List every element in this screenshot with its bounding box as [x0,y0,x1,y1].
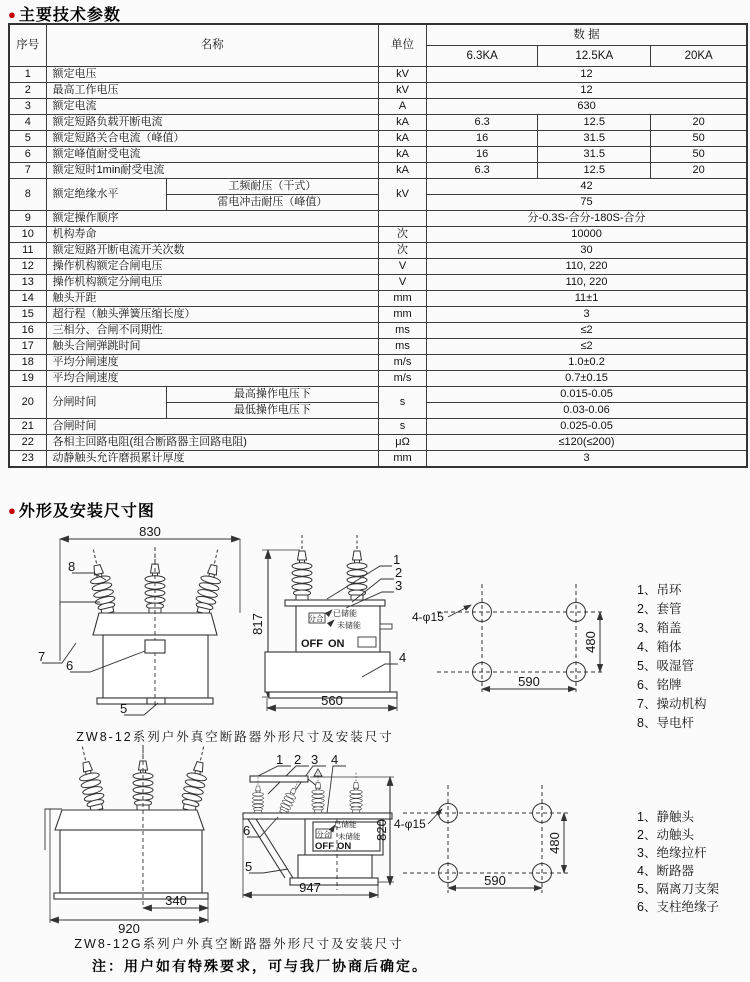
legend-item: 3、箱盖 [637,621,682,635]
table-row [9,99,747,115]
panel-buttons-label: 分合 [316,831,331,839]
callout-2: 2 [395,565,403,580]
param-value: 16 [427,147,538,163]
param-name: 额定绝缘水平 [46,179,166,211]
table-row [9,211,747,227]
param-unit: μΩ [378,435,426,451]
param-value: 50 [651,131,747,147]
param-no: 6 [9,147,46,163]
param-unit: kV [378,67,426,83]
caption-zw8-12: ZW8-12系列户外真空断路器外形尺寸及安装尺寸 [76,730,394,744]
dim-340-label: 340 [165,893,187,908]
section-title-text: 外形及安装尺寸图 [18,503,155,520]
uncharged-label: 未储能 [338,832,361,841]
param-value: 0.7±0.15 [427,371,747,387]
callout-1: 1 [276,752,284,767]
param-name: 机构寿命 [46,227,378,243]
on-label: ON [328,638,345,650]
param-value: 3 [427,307,747,323]
param-value: 75 [427,195,747,211]
legend-item: 1、吊环 [637,583,682,597]
param-value: 0.025-0.05 [427,419,747,435]
param-unit: 次 [378,227,426,243]
param-name: 额定峰值耐受电流 [46,147,378,163]
table-row [9,163,747,179]
param-value: 0.015-0.05 [427,387,747,403]
param-name: 三相分、合闸不同期性 [46,323,378,339]
param-value: 0.03-0.06 [427,403,747,419]
param-unit: m/s [378,371,426,387]
param-no: 13 [9,275,46,291]
param-unit: kA [378,147,426,163]
param-name: 平均分闸速度 [46,355,378,371]
param-value: 42 [427,179,747,195]
dim-560-label: 560 [321,693,343,708]
param-unit: kV [378,83,426,99]
table-row [9,451,747,468]
callout-7: 7 [38,649,46,664]
legend-item: 7、操动机构 [637,697,707,711]
param-value: 12 [427,83,747,99]
param-no: 10 [9,227,46,243]
legend-zw8-12 [637,583,707,730]
section-title-dimensions [8,498,155,521]
table-row [9,339,747,355]
footnote: 注：用户如有特殊要求，可与我厂协商后确定。 [92,958,428,974]
param-name: 合闸时间 [46,419,378,435]
param-no: 1 [9,67,46,83]
col-no: 序号 [9,24,46,67]
table-row [9,115,747,131]
param-name: 额定操作顺序 [46,211,378,227]
param-no: 5 [9,131,46,147]
hole-size-label: 4-φ15 [394,817,426,831]
param-no: 2 [9,83,46,99]
dim-590-label: 590 [518,674,540,689]
table-row [9,291,747,307]
param-name: 动静触头允许磨损累计厚度 [46,451,378,468]
param-value: 12.5 [538,163,651,179]
param-name: 超行程（触头弹簧压缩长度） [46,307,378,323]
legend-item: 3、绝缘拉杆 [637,846,707,860]
callout-3: 3 [395,578,403,593]
table-row [9,131,747,147]
param-unit: ms [378,339,426,355]
legend-zw8-12g [637,809,719,914]
param-value: 6.3 [427,115,538,131]
callout-3: 3 [311,752,319,767]
param-value: 10000 [427,227,747,243]
drawing-zw8-12g [0,745,750,945]
table-row [9,323,747,339]
param-no: 19 [9,371,46,387]
param-name: 额定电流 [46,99,378,115]
param-value: 12.5 [538,115,651,131]
param-value: ≤2 [427,323,747,339]
legend-item: 5、隔离刀支架 [637,882,719,896]
param-name: 各相主回路电阻(组合断路器主回路电阻) [46,435,378,451]
param-value: ≤120(≤200) [427,435,747,451]
param-subname: 工频耐压（干式） [166,179,378,195]
param-unit: s [378,387,426,419]
param-name: 分闸时间 [46,387,166,419]
param-value: 1.0±0.2 [427,355,747,371]
legend-item: 8、导电杆 [637,716,694,730]
param-no: 3 [9,99,46,115]
param-name: 触头开距 [46,291,378,307]
dim-480-label: 480 [547,832,562,854]
param-no: 8 [9,179,46,211]
col-6-3ka: 6.3KA [427,46,538,67]
off-label: OFF [315,841,334,852]
param-value: 3 [427,451,747,468]
legend-item: 4、断路器 [637,864,694,878]
param-name: 额定电压 [46,67,378,83]
bullet-icon: ● [8,503,17,518]
callout-8: 8 [68,559,76,574]
callout-4: 4 [331,752,339,767]
dim-817-label: 817 [250,613,265,635]
parameters-table [8,23,748,468]
param-name: 平均合闸速度 [46,371,378,387]
param-unit: kA [378,163,426,179]
param-no: 7 [9,163,46,179]
callout-6: 6 [243,823,251,838]
dim-590-label: 590 [484,873,506,888]
table-row [9,275,747,291]
section-title-text: 主要技术参数 [18,7,121,24]
param-unit: m/s [378,355,426,371]
param-no: 17 [9,339,46,355]
param-unit: mm [378,291,426,307]
table-row [9,307,747,323]
dim-480-label: 480 [583,631,598,653]
legend-item: 2、动触头 [637,828,694,842]
table-row [9,259,747,275]
param-unit: kA [378,115,426,131]
callout-5: 5 [245,859,253,874]
charged-label: 已储能 [334,820,357,829]
param-no: 18 [9,355,46,371]
param-no: 21 [9,419,46,435]
callout-2: 2 [294,752,302,767]
table-row [9,83,747,99]
param-subname: 雷电冲击耐压（峰值） [166,195,378,211]
callout-6: 6 [66,658,74,673]
param-no: 9 [9,211,46,227]
section-title-parameters [8,2,121,25]
panel-buttons-label: 分合 [308,614,324,623]
param-subname: 最高操作电压下 [166,387,378,403]
col-unit: 单位 [378,24,426,67]
dim-947-label: 947 [299,880,321,895]
callout-4: 4 [399,650,407,665]
param-value: 110, 220 [427,275,747,291]
front-view-zw8-12g [45,745,213,923]
param-unit: mm [378,307,426,323]
param-no: 4 [9,115,46,131]
param-name: 触头合闸弹跳时间 [46,339,378,355]
param-value: 20 [651,115,747,131]
param-value: 30 [427,243,747,259]
off-label: OFF [301,638,323,650]
dim-820-label: 820 [374,819,389,841]
param-unit: V [378,275,426,291]
param-name: 操作机构额定合闸电压 [46,259,378,275]
param-unit [378,211,426,227]
legend-item: 1、静触头 [637,810,694,824]
param-value: 50 [651,147,747,163]
param-no: 20 [9,387,46,419]
param-value: 11±1 [427,291,747,307]
param-unit: ms [378,323,426,339]
param-value: 6.3 [427,163,538,179]
param-name: 最高工作电压 [46,83,378,99]
callout-5: 5 [120,701,128,716]
table-row [9,179,747,195]
param-value: 16 [427,131,538,147]
param-subname: 最低操作电压下 [166,403,378,419]
table-row [9,67,747,83]
on-label: ON [337,841,352,852]
param-value: 630 [427,99,747,115]
table-row [9,227,747,243]
table-row [9,387,747,403]
table-row [9,435,747,451]
param-unit: kA [378,131,426,147]
param-no: 22 [9,435,46,451]
param-no: 16 [9,323,46,339]
legend-item: 5、吸湿管 [637,659,694,673]
caption-zw8-12g: ZW8-12G系列户外真空断路器外形尺寸及安装尺寸 [74,937,404,951]
param-unit: mm [378,451,426,468]
param-value: ≤2 [427,339,747,355]
col-name: 名称 [46,24,378,67]
col-data: 数 据 [427,24,747,46]
param-value: 31.5 [538,147,651,163]
uncharged-label: 未储能 [337,621,361,630]
param-name: 额定短时1min耐受电流 [46,163,378,179]
callout-1: 1 [393,552,401,567]
bullet-icon: ● [8,7,17,22]
param-unit: V [378,259,426,275]
legend-item: 6、铭牌 [637,678,682,692]
table-row [9,147,747,163]
param-no: 11 [9,243,46,259]
col-12-5ka: 12.5KA [538,46,651,67]
charged-label: 已储能 [333,609,357,618]
legend-item: 6、支柱绝缘子 [637,900,719,914]
param-value: 20 [651,163,747,179]
param-no: 15 [9,307,46,323]
param-value: 分-0.3S-合分-180S-合分 [427,211,747,227]
param-no: 12 [9,259,46,275]
legend-item: 2、套管 [637,602,682,616]
dim-920-label: 920 [118,921,140,936]
param-value: 110, 220 [427,259,747,275]
param-name: 额定短路关合电流（峰值） [46,131,378,147]
param-unit: kV [378,179,426,211]
param-name: 操作机构额定分闸电压 [46,275,378,291]
param-value: 12 [427,67,747,83]
col-20ka: 20KA [651,46,747,67]
table-row [9,371,747,387]
param-unit: A [378,99,426,115]
table-row [9,419,747,435]
param-name: 额定短路负载开断电流 [46,115,378,131]
hole-size-label: 4-φ15 [412,610,444,624]
param-name: 额定短路开断电流开关次数 [46,243,378,259]
param-no: 23 [9,451,46,468]
param-no: 14 [9,291,46,307]
table-row [9,243,747,259]
table-row [9,355,747,371]
drawing-zw8-12 [0,525,750,750]
dim-830-label: 830 [139,525,161,539]
legend-item: 4、箱体 [637,640,682,654]
param-unit: 次 [378,243,426,259]
side-view-zw8-12 [262,535,401,711]
param-unit: s [378,419,426,435]
param-value: 31.5 [538,131,651,147]
table-header-row [9,24,747,46]
